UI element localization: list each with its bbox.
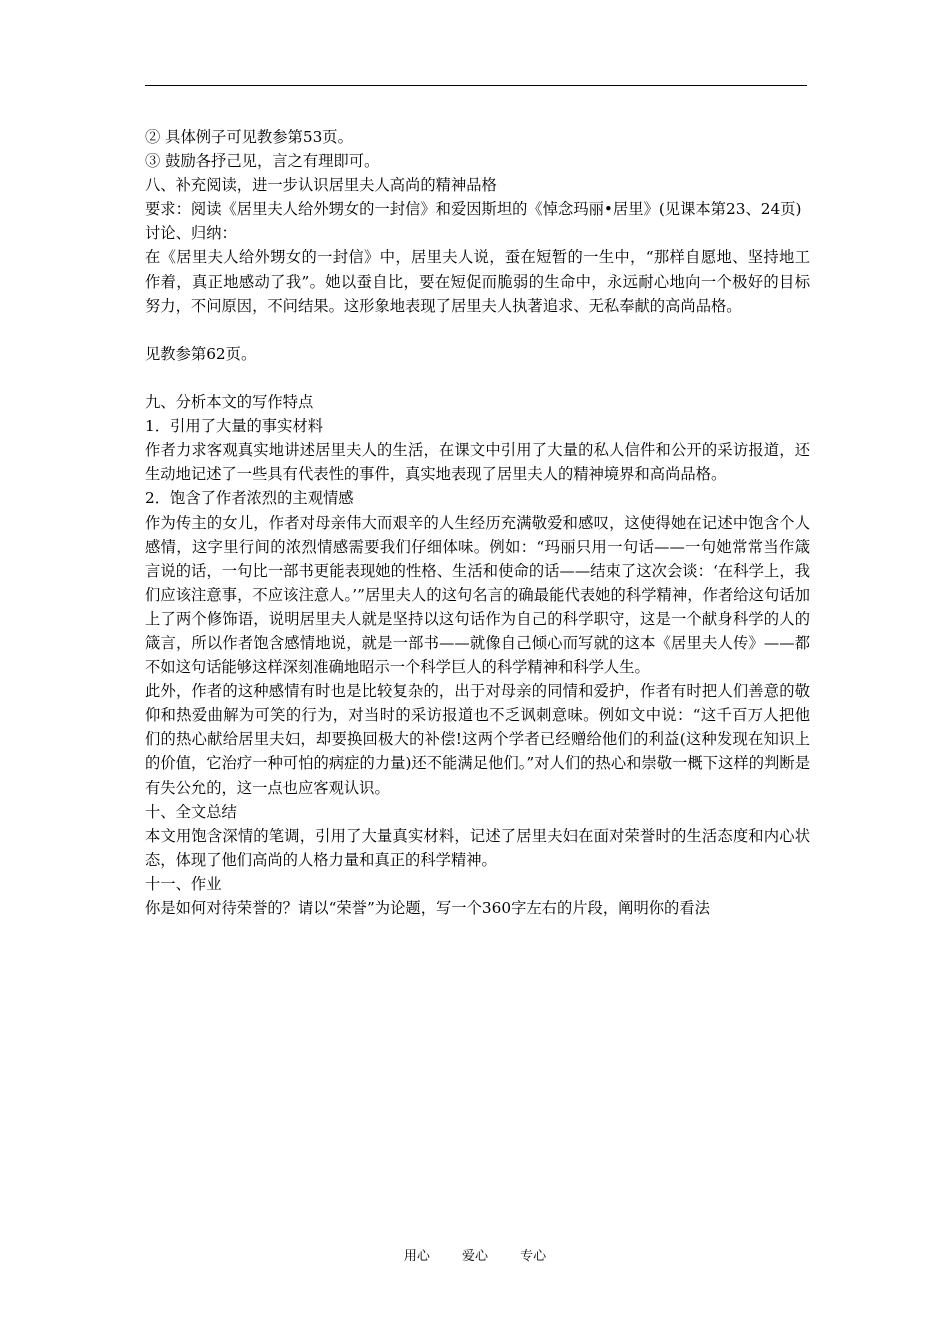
section-heading-8: 八、补充阅读，进一步认识居里夫人高尚的精神品格 [145,176,497,195]
document-body [145,125,810,920]
paragraph-letter-summary: 在《居里夫人给外甥女的一封信》中，居里夫人说，蚕在短暂的一生中，“那样自愿地、坚持地工作着，真正地感动了我”。她以蚕自比，要在短促而脆弱的生命中，永远耐心地向一个极好的目标努力，不问原因，不问结果。这形象地表现了居里夫人执著追求、无私奉献的高尚品格。 [145,248,810,315]
paragraph-teacher-ref: 见教参第62页。 [145,344,257,363]
footer-item: 专心 [520,1249,547,1264]
page-footer [0,1247,950,1267]
footer-item: 爱心 [461,1249,488,1264]
subheading-facts: 1．引用了大量的事实材料 [145,417,323,436]
paragraph-summary: 本文用饱含深情的笔调，引用了大量真实材料，记述了居里夫妇在面对荣誉时的生活态度和内心状态，体现了他们高尚的人格力量和真正的科学精神。 [145,826,810,869]
paragraph-reading-requirement: 要求：阅读《居里夫人给外甥女的一封信》和爱因斯坦的《悼念玛丽•居里》(见课本第23、24页) [145,200,802,219]
section-heading-9: 九、分析本文的写作特点 [145,393,314,412]
paragraph-emotion: 作为传主的女儿，作者对母亲伟大而艰辛的人生经历充满敬爱和感叹，这使得她在记述中饱含个人感情，这字里行间的浓烈情感需要我们仔细体味。例如：“玛丽只用一句话——一句她常常当作箴言说的话，一句比一部书更能表现她的性格、生活和使命的话——结束了这次会谈：‘在科学上，我们应该注意事，不应该注意人。’”居里夫人的这句名言的确最能代表她的科学精神，作者给这句话加上了两个修饰语，说明居里夫人就是坚持以这句话作为自己的科学职守，这是一个献身科学的人的箴言，所以作者饱含感情地说，就是一部书——就像自己倾心而写就的这本《居里夫人传》——都不如这句话能够这样深刻准确地昭示一个科学巨人的科学精神和科学人生。 [145,513,810,677]
header-rule [145,85,807,86]
paragraph-homework: 你是如何对待荣誉的？请以“荣誉”为论题，写一个360字左右的片段，阐明你的看法 [145,899,710,917]
section-heading-11: 十一、作业 [145,874,222,893]
paragraph-facts: 作者力求客观真实地讲述居里夫人的生活，在课文中引用了大量的私人信件和公开的采访报道，还生动地记述了一些具有代表性的事件，真实地表现了居里夫人的精神境界和高尚品格。 [145,441,810,484]
paragraph-discussion-label: 讨论、归纳： [145,224,237,243]
paragraph-example-reference: ② 具体例子可见教参第53页。 [145,128,353,146]
paragraph-encourage-opinions: ③ 鼓励各抒己见，言之有理即可。 [145,152,380,171]
paragraph-complex-emotion: 此外，作者的这种感情有时也是比较复杂的，出于对母亲的同情和爱护，作者有时把人们善意的敬仰和热爱曲解为可笑的行为，对当时的采访报道也不乏讽刺意味。例如文中说：“这千百万人把他们的热心献给居里夫妇，却要换回极大的补偿!这两个学者已经赠给他们的利益(这种发现在知识上的价值，它治疗一种可怕的病症的力量)还不能满足他们。”对人们的热心和崇敬一概下这样的判断是有失公允的，这一点也应客观认识。 [145,682,810,797]
subheading-emotion: 2．饱含了作者浓烈的主观情感 [145,489,354,508]
footer-item: 用心 [403,1249,430,1264]
section-heading-10: 十、全文总结 [145,802,237,821]
